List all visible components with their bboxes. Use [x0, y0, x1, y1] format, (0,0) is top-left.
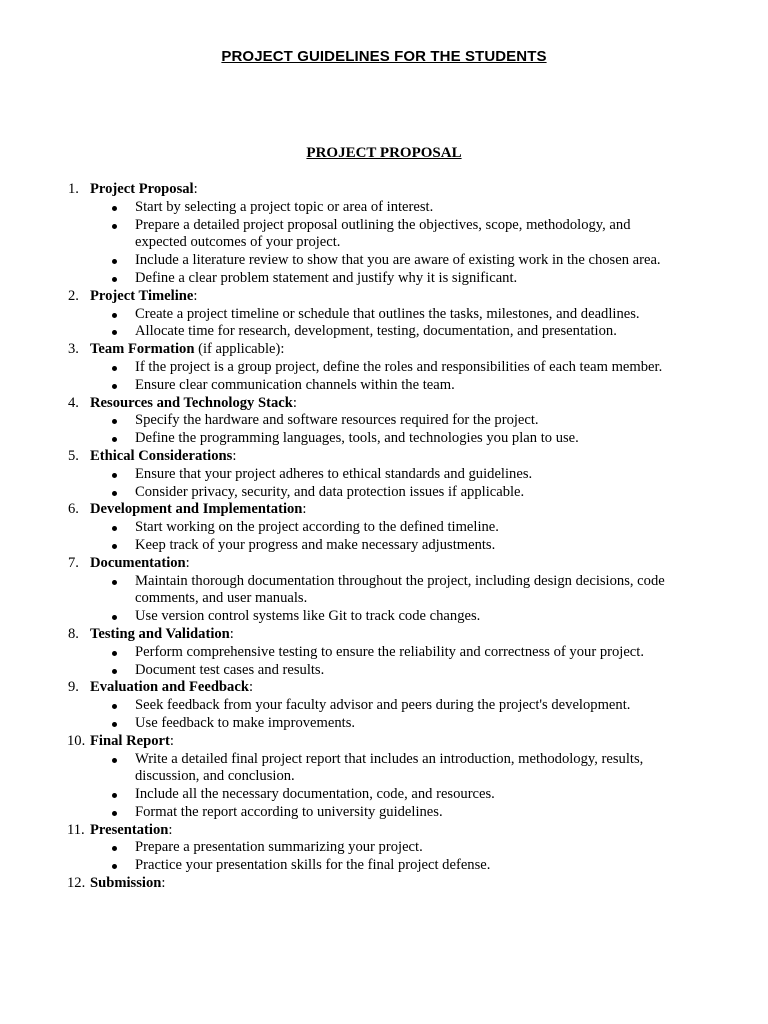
bullet-dot-icon	[112, 526, 117, 531]
bullet-item	[135, 306, 675, 324]
bullet-dot-icon	[112, 846, 117, 851]
item-heading-suffix: :	[248, 679, 254, 696]
bullet-dot-icon	[112, 722, 117, 727]
item-number: 2.	[68, 287, 79, 304]
item-number: 12.	[67, 875, 86, 892]
list-item	[0, 395, 768, 448]
item-heading-suffix: (if applicable):	[194, 341, 285, 358]
item-heading-suffix: :	[168, 821, 173, 838]
bullet-item	[135, 839, 675, 857]
list-item	[0, 733, 768, 822]
bullet-list	[90, 751, 768, 822]
bullet-item	[135, 430, 675, 448]
list-item	[0, 822, 768, 875]
bullet-item	[135, 608, 675, 626]
item-heading: Project Timeline	[90, 287, 194, 304]
bullet-list	[90, 199, 768, 288]
list-item	[0, 448, 768, 501]
bullet-list	[90, 644, 768, 680]
item-heading-suffix: :	[161, 875, 166, 892]
item-heading: Team Formation	[90, 341, 195, 358]
item-heading: Documentation	[90, 554, 186, 571]
item-heading: Final Report	[90, 732, 170, 749]
bullet-text: Write a detailed final project report that includes an introduction, methodology, results, discussion, and conclusion.	[135, 750, 644, 785]
item-number: 8.	[68, 625, 79, 642]
bullet-item	[135, 786, 675, 804]
bullet-item	[135, 270, 675, 288]
item-number: 10.	[67, 732, 86, 749]
bullet-text: Maintain thorough documentation throughout the project, including design decisions, code comments, and user manuals.	[135, 572, 665, 607]
bullet-text: Allocate time for research, development, testing, documentation, and presentation.	[135, 323, 617, 340]
bullet-item	[135, 199, 675, 217]
item-heading-suffix: :	[292, 394, 297, 411]
bullet-text: Start by selecting a project topic or area of interest.	[135, 198, 434, 215]
bullet-text: Start working on the project according to the defined timeline.	[135, 519, 499, 536]
bullet-text: Seek feedback from your faculty advisor and peers during the project's development.	[135, 697, 631, 714]
bullet-dot-icon	[112, 330, 117, 335]
item-heading-suffix: :	[193, 287, 198, 304]
bullet-item	[135, 359, 675, 377]
bullet-dot-icon	[112, 313, 117, 318]
bullet-text: Keep track of your progress and make necessary adjustments.	[135, 536, 496, 553]
item-heading: Development and Implementation	[90, 501, 303, 518]
bullet-list	[90, 412, 768, 448]
bullet-item	[135, 573, 675, 609]
bullet-item	[135, 751, 675, 787]
bullet-dot-icon	[112, 580, 117, 585]
item-number: 1.	[68, 181, 79, 197]
bullet-dot-icon	[112, 384, 117, 389]
bullet-text: Include a literature review to show that you are aware of existing work in the chosen area.	[135, 252, 661, 269]
bullet-list	[90, 519, 768, 555]
list-item	[0, 501, 768, 554]
page-title: PROJECT GUIDELINES FOR THE STUDENTS	[221, 48, 547, 65]
bullet-item	[135, 484, 675, 502]
bullet-item	[135, 857, 675, 875]
bullet-text: Format the report according to university guidelines.	[135, 803, 443, 820]
bullet-dot-icon	[112, 864, 117, 869]
bullet-dot-icon	[112, 704, 117, 709]
item-heading-suffix: :	[229, 625, 234, 642]
item-number: 9.	[68, 679, 79, 696]
item-heading: Presentation	[90, 821, 169, 838]
bullet-list	[90, 697, 768, 733]
item-number: 4.	[68, 394, 79, 411]
bullet-dot-icon	[112, 473, 117, 478]
bullet-text: Document test cases and results.	[135, 661, 325, 678]
item-heading: Project Proposal	[90, 181, 194, 197]
guideline-list	[0, 181, 768, 893]
item-heading-suffix: :	[185, 554, 190, 571]
bullet-dot-icon	[112, 259, 117, 264]
list-item	[0, 626, 768, 679]
item-heading: Ethical Considerations	[90, 447, 233, 464]
item-number: 6.	[68, 501, 79, 518]
bullet-text: Ensure that your project adheres to ethical standards and guidelines.	[135, 465, 533, 482]
item-heading: Resources and Technology Stack	[90, 394, 293, 411]
bullet-text: Define the programming languages, tools, and technologies you plan to use.	[135, 430, 579, 447]
bullet-dot-icon	[112, 793, 117, 798]
bullet-text: Ensure clear communication channels within the team.	[135, 376, 455, 393]
bullet-item	[135, 466, 675, 484]
section-title: PROJECT PROPOSAL	[306, 145, 462, 161]
bullet-dot-icon	[112, 651, 117, 656]
list-item	[0, 555, 768, 626]
bullet-item	[135, 644, 675, 662]
bullet-text: Prepare a presentation summarizing your project.	[135, 839, 423, 856]
bullet-list	[90, 466, 768, 502]
bullet-dot-icon	[112, 811, 117, 816]
bullet-text: If the project is a group project, define the roles and responsibilities of each team member.	[135, 358, 663, 375]
bullet-text: Use feedback to make improvements.	[135, 714, 356, 731]
bullet-text: Include all the necessary documentation, code, and resources.	[135, 786, 495, 803]
bullet-item	[135, 252, 675, 270]
bullet-dot-icon	[112, 277, 117, 282]
list-item	[0, 875, 768, 893]
bullet-dot-icon	[112, 206, 117, 211]
bullet-item	[135, 537, 675, 555]
list-item	[0, 181, 768, 288]
bullet-dot-icon	[112, 366, 117, 371]
bullet-list	[90, 573, 768, 626]
item-number: 7.	[68, 554, 79, 571]
item-heading: Testing and Validation	[90, 625, 230, 642]
bullet-list	[90, 839, 768, 875]
item-heading: Submission	[90, 875, 162, 892]
bullet-dot-icon	[112, 758, 117, 763]
bullet-dot-icon	[112, 224, 117, 229]
bullet-item	[135, 217, 675, 253]
bullet-text: Create a project timeline or schedule that outlines the tasks, milestones, and deadlines.	[135, 305, 640, 322]
bullet-item	[135, 519, 675, 537]
bullet-dot-icon	[112, 544, 117, 549]
bullet-dot-icon	[112, 437, 117, 442]
bullet-dot-icon	[112, 615, 117, 620]
list-item	[0, 341, 768, 394]
item-heading-suffix: :	[193, 181, 198, 197]
list-item	[0, 288, 768, 341]
list-item	[0, 679, 768, 732]
bullet-item	[135, 697, 675, 715]
item-number: 5.	[68, 447, 79, 464]
bullet-item	[135, 715, 675, 733]
item-heading-suffix: :	[169, 732, 174, 749]
item-heading-suffix: :	[232, 447, 237, 464]
bullet-text: Practice your presentation skills for the final project defense.	[135, 857, 491, 874]
bullet-dot-icon	[112, 669, 117, 674]
bullet-text: Consider privacy, security, and data protection issues if applicable.	[135, 483, 525, 500]
bullet-item	[135, 412, 675, 430]
bullet-item	[135, 804, 675, 822]
bullet-item	[135, 323, 675, 341]
item-heading: Evaluation and Feedback	[90, 679, 249, 696]
bullet-text: Define a clear problem statement and justify why it is significant.	[135, 269, 518, 286]
bullet-list	[90, 359, 768, 395]
bullet-dot-icon	[112, 419, 117, 424]
item-number: 3.	[68, 341, 79, 358]
item-heading-suffix: :	[302, 501, 307, 518]
item-number: 11.	[67, 821, 85, 838]
bullet-text: Prepare a detailed project proposal outlining the objectives, scope, methodology, and expected outcomes of your project.	[135, 216, 631, 251]
bullet-text: Specify the hardware and software resources required for the project.	[135, 412, 539, 429]
bullet-list	[90, 306, 768, 342]
bullet-text: Perform comprehensive testing to ensure the reliability and correctness of your project.	[135, 643, 644, 660]
bullet-text: Use version control systems like Git to track code changes.	[135, 608, 481, 625]
bullet-item	[135, 377, 675, 395]
bullet-item	[135, 662, 675, 680]
bullet-dot-icon	[112, 491, 117, 496]
